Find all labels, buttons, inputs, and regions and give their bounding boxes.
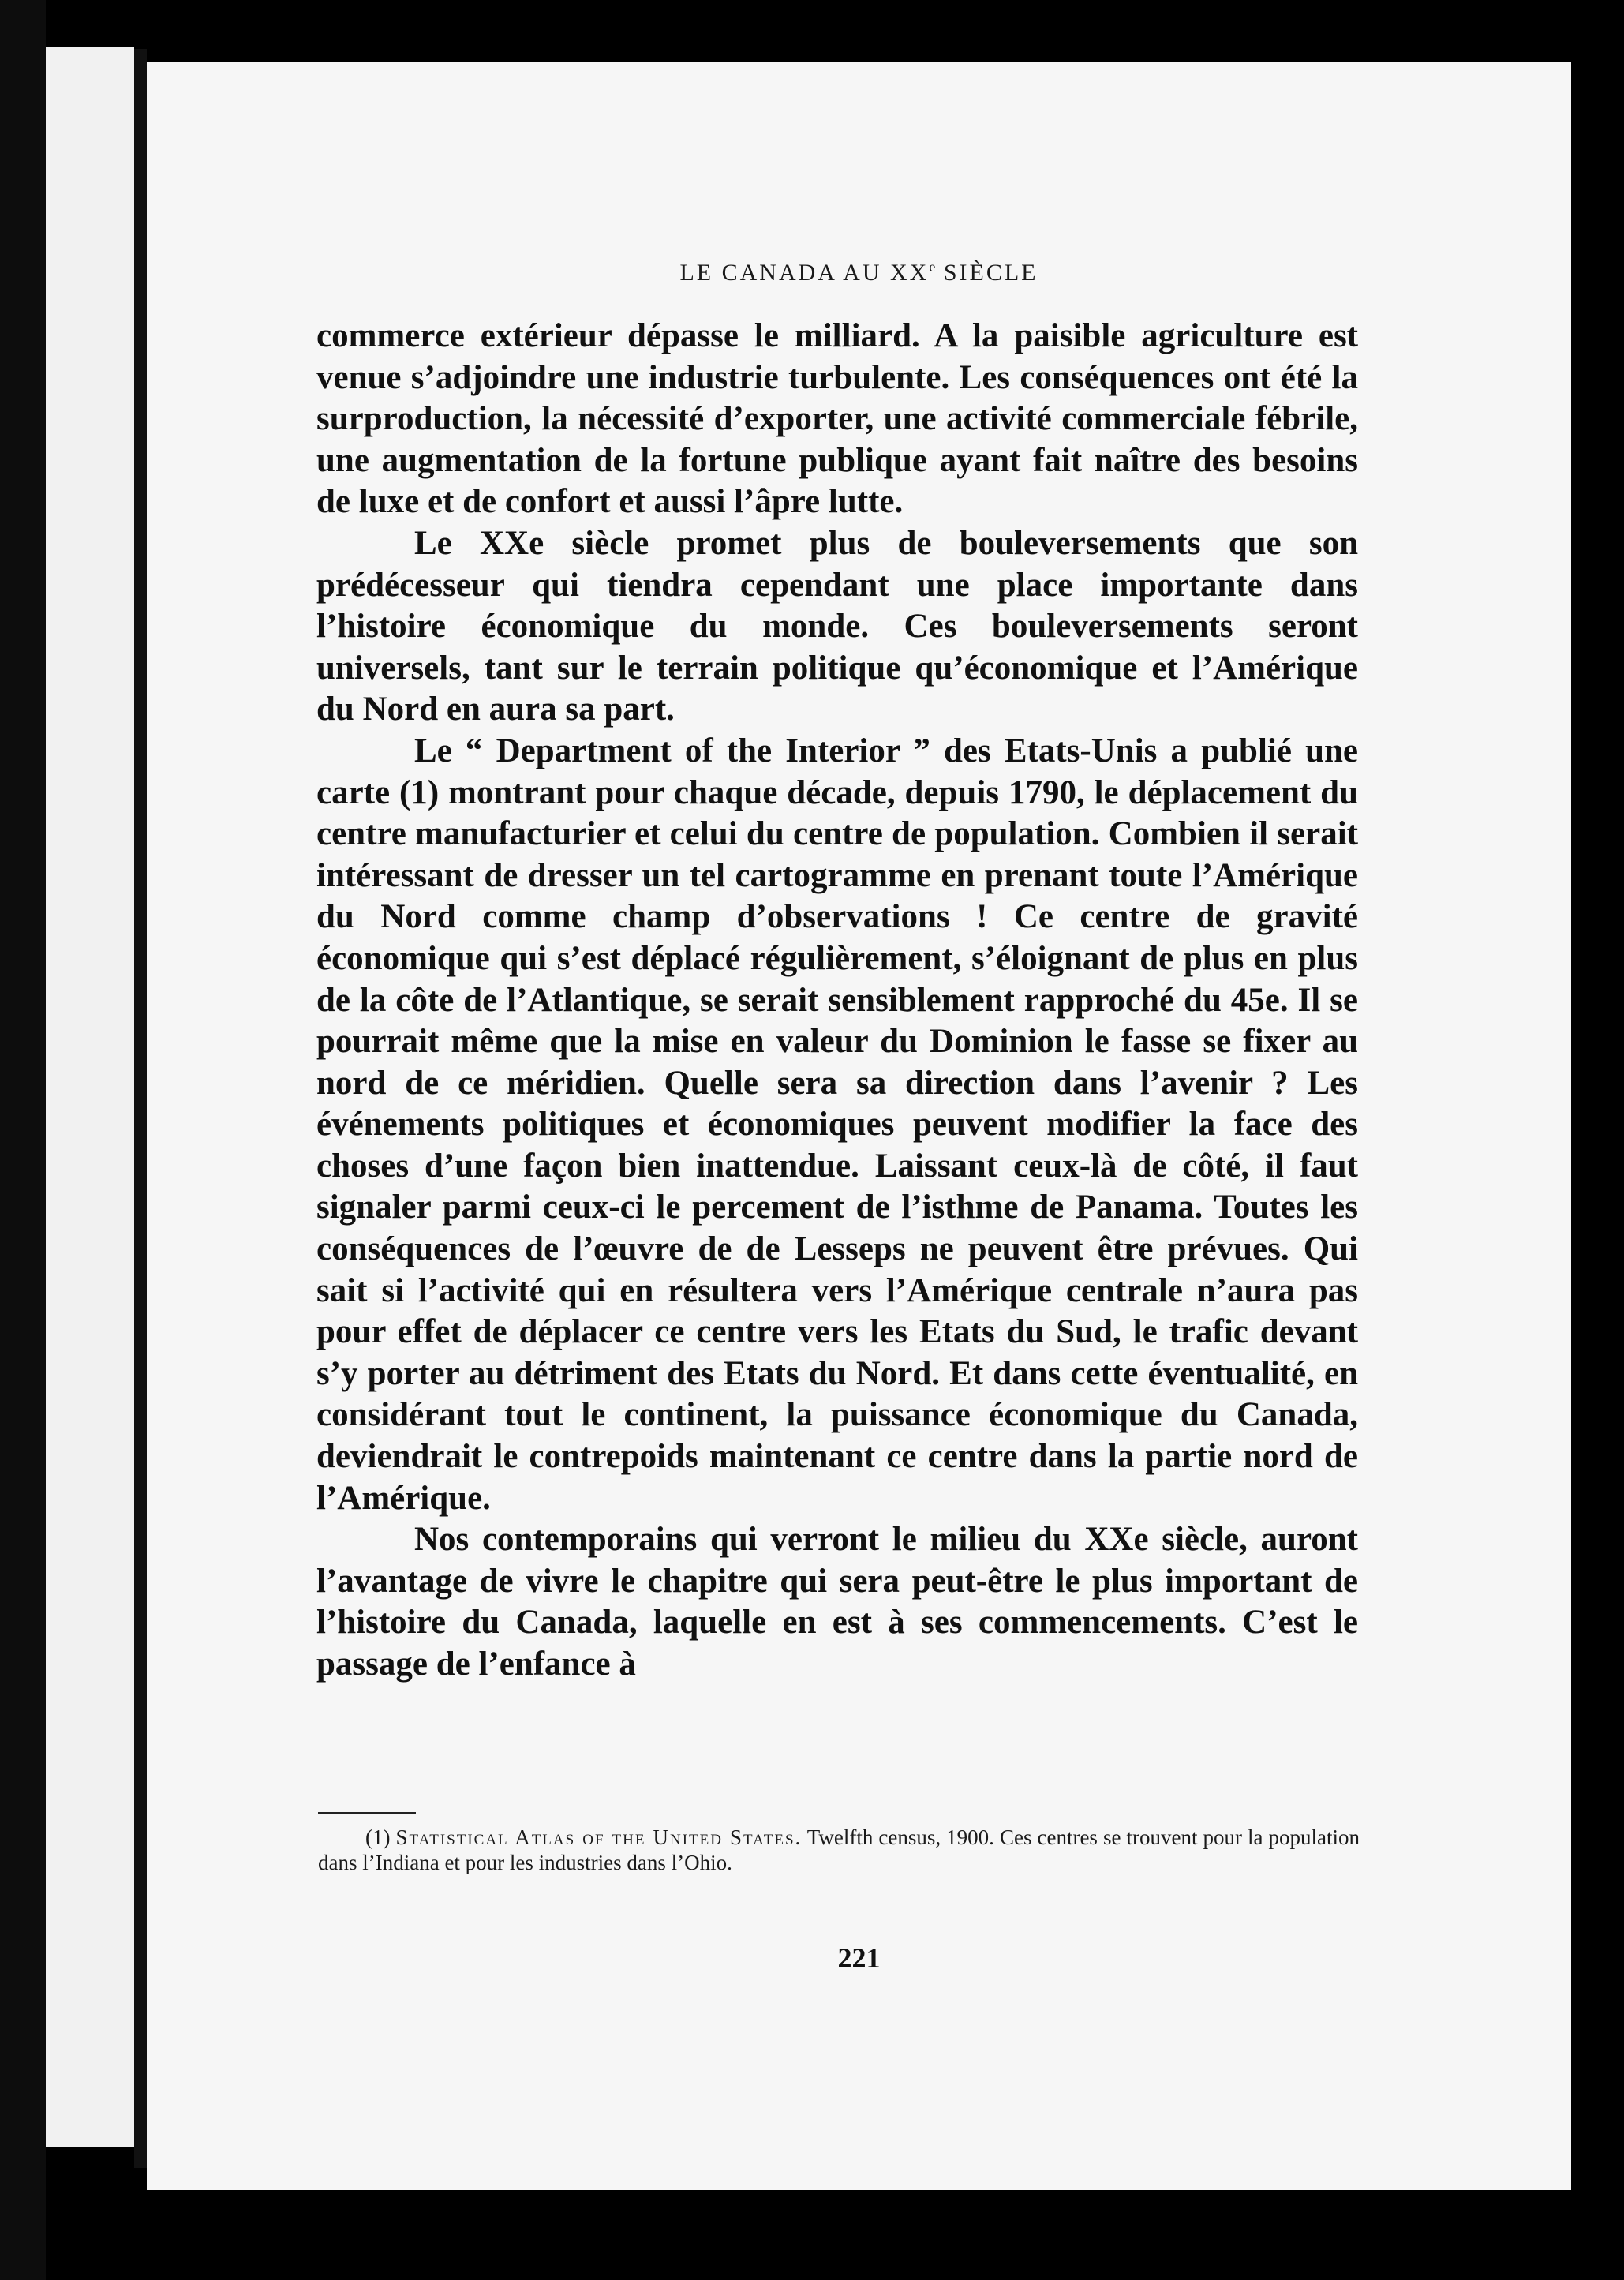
footnote-rule [318,1812,416,1814]
previous-page-margin [46,47,134,2147]
gutter-divider [134,49,147,2168]
footnote-text: Twelfth census, 1900. Ces centres se trouvent pour la population dans l’Indiana et pour les industries dans l’Ohio. [318,1825,1360,1874]
running-head-text: LE CANADA AU XX [679,260,930,286]
page-number: 221 [837,1942,881,1974]
footnote [318,1825,1360,1875]
paragraph-4: Nos contemporains qui verront le milieu du XXe siècle, auront l’avantage de vivre le chapitre qui sera peut-être le plus important de l’histoire du Canada, laquelle en est à ses commencements. C’est le passage de l’enfance à [316,1521,1358,1683]
footnote-title: Statistical Atlas of the United States. [395,1825,803,1849]
body-text [316,316,1358,1686]
scan-left-edge [0,0,46,2280]
running-head-superscript: e [929,259,936,275]
paragraph-2: Le XXe siècle promet plus de bouleversements que son prédécesseur qui tiendra cependant une place importante dans l’histoire économique du monde. Ces bouleversements seront universels, tant sur le terrain politique qu’économique et l’Amérique du Nord en aura sa part. [316,524,1358,728]
paragraph-1: commerce extérieur dépasse le milliard. A la paisible agriculture est venue s’adjoindre une industrie turbulente. Les conséquences ont été la surproduction, la nécessité d’exporter, une activité commerciale fébrile, une augmentation de la fortune publique ayant fait naître des besoins de luxe et de confort et aussi l’âpre lutte. [316,317,1358,521]
running-head-suffix: SIÈCLE [935,260,1038,286]
paragraph-3: Le “ Department of the Interior ” des Etats-Unis a publié une carte (1) montrant pour chaque décade, depuis 1790, le déplacement du centre manufacturier et celui du centre de population. Combien il serait intéressant de dresser un tel cartogramme en prenant toute l’Amérique du Nord comme champ d’observations ! Ce centre de gravité économique qui s’est déplacé régulièrement, s’éloignant de plus en plus de la côte de l’Atlantique, se serait sensiblement rapproché du 45e. Il se pourrait même que la mise en valeur du Dominion le fasse se fixer au nord de ce méridien. Quelle sera sa direction dans l’avenir ? Les événements politiques et économiques peuvent modifier la face des choses d’une façon bien inattendue. Laissant ceux-là de côté, il faut signaler parmi ceux-ci le percement de l’isthme de Panama. Toutes les conséquences de l’œuvre de de Lesseps ne peuvent être prévues. Qui sait si l’activité qui en résultera vers l’Amérique centrale n’aura pas pour effet de déplacer ce centre vers les Etats du Sud, le trafic devant s’y porter au détriment des Etats du Nord. Et dans cette éventualité, en considérant tout le continent, la puissance économique du Canada, deviendrait le contrepoids maintenant ce centre dans la partie nord de l’Amérique. [316,732,1358,1517]
running-head [147,259,1571,286]
book-page [147,62,1571,2190]
footnote-marker: (1) [365,1825,396,1849]
